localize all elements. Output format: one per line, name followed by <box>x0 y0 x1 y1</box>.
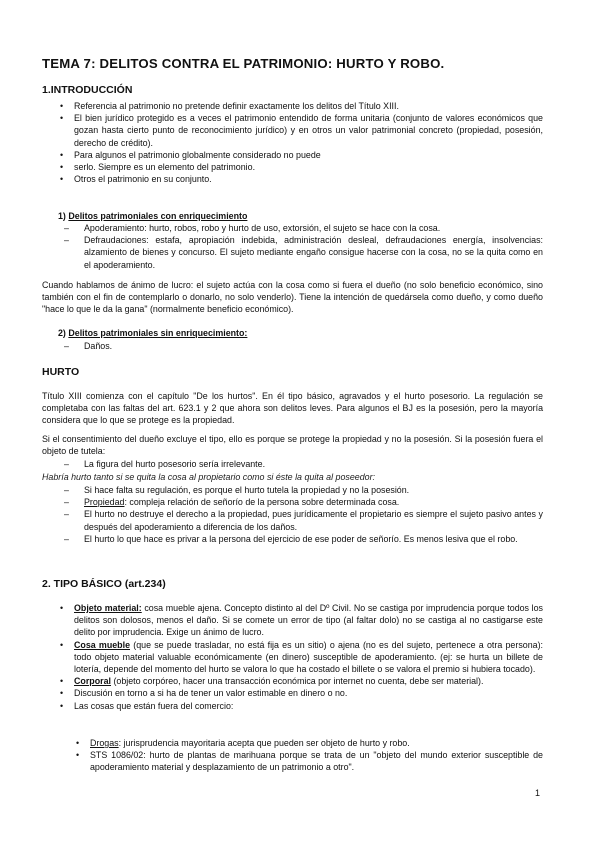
hurto-dash-item: – El hurto lo que hace es privar a la persona del ejercicio de ese poder de señorío. Es menos lesiva que el robo. <box>58 533 543 545</box>
intro-bullet-list <box>58 100 543 185</box>
page-number: 1 <box>534 788 540 798</box>
propiedad-term: Propiedad <box>84 497 125 508</box>
hurto-paragraph-2: Si el consentimiento del dueño excluye el tipo, ello es porque se protege la propiedad y no la posesión. Si la posesión fuera el objeto de tutela: <box>42 434 543 457</box>
enrichment-item: – Defraudaciones: estafa, apropiación indebida, administración desleal, defraudaciones energía, insolvencias: alzamiento de bienes y concurso. El sujeto mediante engaño consigue hacerse con la cosa, no se la quita como en el apoderamiento. <box>58 234 543 271</box>
objeto-material-text: cosa mueble ajena. Concepto distinto al del Dº Civil. No se castiga por imprudencia porque todos los delitos son dolosos, menos el daño. Si se comete un error de tipo (al faltar dolo) no se castiga al no castigarse este delito por imprudencia. Exige un ánimo de lucro. <box>74 603 543 638</box>
hurto-dash-list-2 <box>58 484 543 545</box>
tipo-sub-bullet-list <box>74 737 543 774</box>
section-heading-hurto: HURTO <box>42 366 80 378</box>
corporal-text: (objeto corpóreo, hacer una transacción económica por internet no cuenta, debe ser material). <box>110 676 484 687</box>
tipo-bullet <box>58 675 543 687</box>
hurto-paragraph-1: Título XIII comienza con el capítulo "De los hurtos". En él tipo básico, agravados y el hurto posesorio. La regulación se completaba con las faltas del art. 623.1 y 2 que ahora son delitos leves. Para algunos el BJ es la posesión, pero la mayoría considera que lo que se protege es la propiedad. <box>42 391 543 426</box>
drogas-term: Drogas <box>90 738 119 748</box>
hurto-dash-item: – El hurto no destruye el derecho a la propiedad, pues jurídicamente el propietario es siempre el sujeto pasivo antes y después del apoderamiento a diferencia de los daños. <box>58 508 543 532</box>
subsection-with-enrichment <box>58 210 247 222</box>
subsection-without-enrichment <box>58 327 247 339</box>
section-heading-tipo-basico: 2. TIPO BÁSICO (art.234) <box>42 578 166 590</box>
section-heading-intro: 1.INTRODUCCIÓN <box>42 84 133 96</box>
hurto-dash-list-1 <box>58 458 543 470</box>
intro-bullet: • Otros el patrimonio en su conjunto. <box>58 173 543 185</box>
subsection-label: Delitos patrimoniales con enriquecimiento <box>68 211 248 221</box>
hurto-italic-note: Habría hurto tanto si se quita la cosa al propietario como si éste la quita al poseedor: <box>42 472 376 482</box>
propiedad-definition: : compleja relación de señorío de la persona sobre determinada cosa. <box>124 497 400 508</box>
cosa-mueble-term: Cosa mueble <box>74 639 131 650</box>
hurto-dash-item: – Si hace falta su regulación, es porque el hurto tutela la propiedad y no la posesión. <box>58 484 543 496</box>
tipo-bullet-list <box>58 602 543 712</box>
subsection-number: 2) <box>58 328 66 338</box>
no-enrichment-item: – Daños. <box>58 340 543 352</box>
intro-bullet: • serlo. Siempre es un elemento del patrimonio. <box>58 161 543 173</box>
hurto-dash-item <box>58 496 543 508</box>
corporal-term: Corporal <box>74 676 111 687</box>
tipo-bullet: • Discusión en torno a si ha de tener un valor estimable en dinero o no. <box>58 687 543 699</box>
no-enrichment-list <box>58 340 543 352</box>
tipo-bullet <box>58 639 543 676</box>
intro-bullet: • Para algunos el patrimonio globalmente considerado no puede <box>58 149 543 161</box>
tipo-bullet <box>58 602 543 639</box>
subsection-label: Delitos patrimoniales sin enriquecimiento: <box>68 328 248 338</box>
cosa-mueble-text: (que se puede trasladar, no está fija es un sitio) o ajena (no es del sujeto, pertenece a otra persona): todo objeto material valuable económicamente (en dinero) susceptible de apoderamiento. (ej: se hurta un billete de lotería, depende del momento del hurto se valora lo que ha costado el billete o se valora el premio si hubiera tocado). <box>74 639 543 675</box>
tipo-sub-bullet: • STS 1086/02: hurto de plantas de marihuana porque se trata de un "objeto del mundo exterior susceptible de apoderamiento material y desplazamiento de un patrimonio a otro". <box>74 749 543 773</box>
tipo-bullet: • Las cosas que están fuera del comercio: <box>58 700 543 712</box>
subsection-number: 1) <box>58 211 66 221</box>
tipo-sub-bullet <box>74 737 543 749</box>
lucro-paragraph: Cuando hablamos de ánimo de lucro: el sujeto actúa con la cosa como si fuera el dueño (no solo beneficio económico, sino también con el fin de contemplarlo o donarlo, no solo venderlo). Tiene la intención de quedársela como dueño, y como dueño "hace lo que le da la gana" (normalmente beneficio económico). <box>42 280 543 315</box>
hurto-dash-item: – La figura del hurto posesorio sería irrelevante. <box>58 458 543 470</box>
objeto-material-term: Objeto material: <box>74 603 142 613</box>
document-title: TEMA 7: DELITOS CONTRA EL PATRIMONIO: HURTO Y ROBO. <box>42 56 445 71</box>
enrichment-item: – Apoderamiento: hurto, robos, robo y hurto de uso, extorsión, el sujeto se hace con la cosa. <box>58 222 543 234</box>
enrichment-list <box>58 222 543 271</box>
intro-bullet: • El bien jurídico protegido es a veces el patrimonio entendido de forma unitaria (conjunto de valores económicos que gozan hasta cierto punto de reconocimiento jurídico) y en otros un valor patrimonial concreto (propiedad, posesión, derecho de crédito). <box>58 112 543 149</box>
intro-bullet: • Referencia al patrimonio no pretende definir exactamente los delitos del Título XIII. <box>58 100 543 112</box>
drogas-text: : jurisprudencia mayoritaria acepta que pueden ser objeto de hurto y robo. <box>118 738 410 748</box>
